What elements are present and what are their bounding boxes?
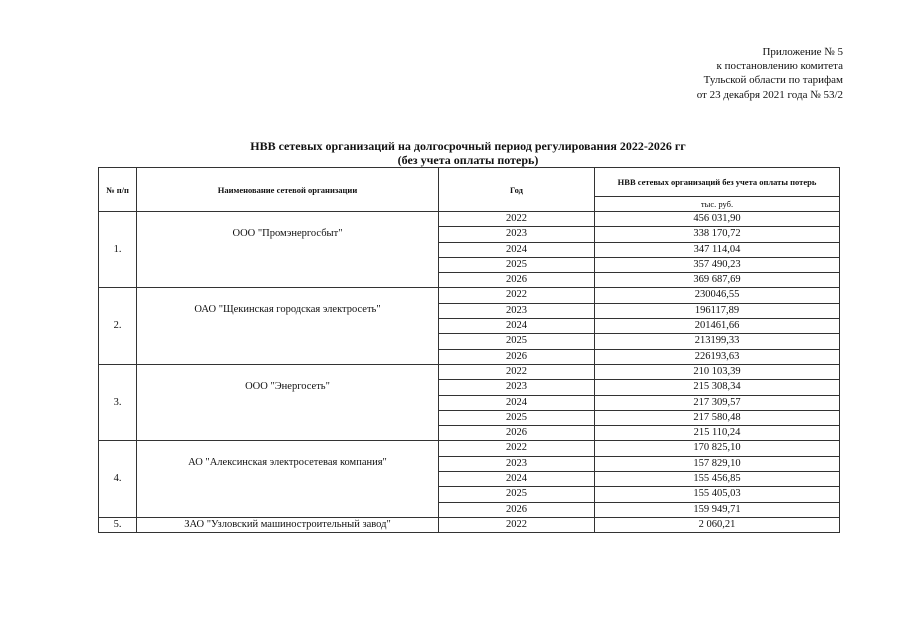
org-name: ООО "Промэнергосбыт" <box>137 212 439 288</box>
value-cell: 170 825,10 <box>595 441 840 456</box>
org-number: 2. <box>99 288 137 364</box>
year-cell: 2025 <box>439 334 595 349</box>
year-cell: 2022 <box>439 517 595 532</box>
year-cell: 2026 <box>439 273 595 288</box>
appendix-line: Тульской области по тарифам <box>703 74 843 87</box>
value-cell: 210 103,39 <box>595 364 840 379</box>
table-row <box>99 212 840 227</box>
year-cell: 2023 <box>439 456 595 471</box>
value-cell: 157 829,10 <box>595 456 840 471</box>
header-num: № п/п <box>99 168 137 212</box>
year-cell: 2022 <box>439 441 595 456</box>
year-cell: 2024 <box>439 472 595 487</box>
value-cell: 338 170,72 <box>595 227 840 242</box>
value-cell: 201461,66 <box>595 319 840 334</box>
org-number: 4. <box>99 441 137 517</box>
org-name: ЗАО "Узловский машиностроительный завод" <box>137 517 439 532</box>
value-cell: 217 309,57 <box>595 395 840 410</box>
year-cell: 2026 <box>439 349 595 364</box>
value-cell: 215 308,34 <box>595 380 840 395</box>
value-cell: 159 949,71 <box>595 502 840 517</box>
table-body <box>99 212 840 533</box>
nvv-table <box>98 167 840 533</box>
document-title <box>98 139 838 167</box>
value-cell: 347 114,04 <box>595 242 840 257</box>
appendix-header <box>697 45 843 102</box>
table-row <box>99 441 840 456</box>
value-cell: 226193,63 <box>595 349 840 364</box>
year-cell: 2024 <box>439 395 595 410</box>
value-cell: 196117,89 <box>595 303 840 318</box>
year-cell: 2025 <box>439 257 595 272</box>
year-cell: 2024 <box>439 242 595 257</box>
org-number: 5. <box>99 517 137 532</box>
year-cell: 2022 <box>439 288 595 303</box>
table-row <box>99 288 840 303</box>
value-cell: 215 110,24 <box>595 426 840 441</box>
year-cell: 2022 <box>439 212 595 227</box>
value-cell: 357 490,23 <box>595 257 840 272</box>
appendix-line: Приложение № 5 <box>762 46 843 58</box>
org-name: АО "Алексинская электросетевая компания" <box>137 441 439 517</box>
org-name: ОАО "Щекинская городская электросеть" <box>137 288 439 364</box>
year-cell: 2023 <box>439 227 595 242</box>
title-subline: (без учета оплаты потерь) <box>397 153 539 167</box>
header-unit: тыс. руб. <box>595 197 840 212</box>
header-name: Наименование сетевой организации <box>137 168 439 212</box>
table-row <box>99 517 840 532</box>
org-name: ООО "Энергосеть" <box>137 364 439 440</box>
year-cell: 2023 <box>439 303 595 318</box>
table-row <box>99 364 840 379</box>
value-cell: 230046,55 <box>595 288 840 303</box>
year-cell: 2025 <box>439 487 595 502</box>
header-value: НВВ сетевых организаций без учета оплаты потерь <box>595 168 840 197</box>
year-cell: 2024 <box>439 319 595 334</box>
org-number: 1. <box>99 212 137 288</box>
year-cell: 2023 <box>439 380 595 395</box>
header-year: Год <box>439 168 595 212</box>
title-line: НВВ сетевых организаций на долгосрочный период регулирования 2022-2026 гг <box>250 139 686 153</box>
year-cell: 2025 <box>439 410 595 425</box>
value-cell: 217 580,48 <box>595 410 840 425</box>
org-number: 3. <box>99 364 137 440</box>
appendix-line: от 23 декабря 2021 года № 53/2 <box>696 88 843 101</box>
value-cell: 155 405,03 <box>595 487 840 502</box>
year-cell: 2026 <box>439 502 595 517</box>
value-cell: 213199,33 <box>595 334 840 349</box>
value-cell: 369 687,69 <box>595 273 840 288</box>
value-cell: 155 456,85 <box>595 472 840 487</box>
value-cell: 456 031,90 <box>595 212 840 227</box>
value-cell: 2 060,21 <box>595 517 840 532</box>
appendix-line: к постановлению комитета <box>716 60 843 73</box>
year-cell: 2026 <box>439 426 595 441</box>
year-cell: 2022 <box>439 364 595 379</box>
